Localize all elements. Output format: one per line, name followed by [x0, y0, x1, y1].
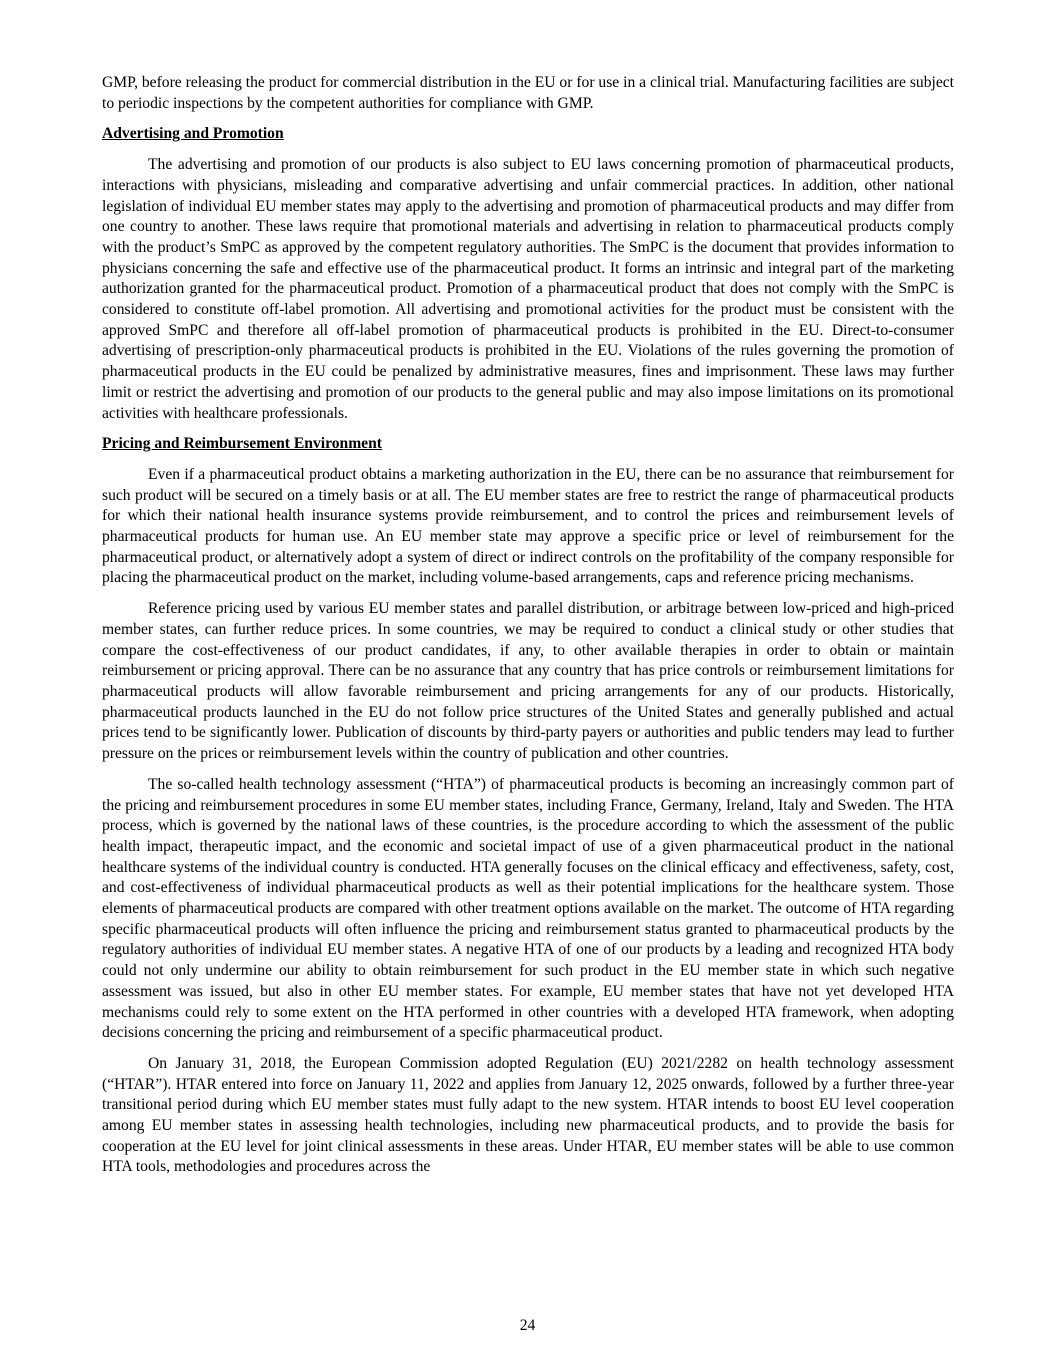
paragraph-htar: On January 31, 2018, the European Commission adopted Regulation (EU) 2021/2282 on health technology assessment (“HTAR”). HTAR entered into force on January 11, 2022 and applies from January 12, 2025 onwards, followed by a further three-year transitional period during which EU member states must fully adapt to the new system. HTAR intends to boost EU level cooperation among EU member states in assessing health technologies, including new pharmaceutical products, and to provide the basis for cooperation at the EU level for joint clinical assessments in these areas. Under HTAR, EU member states will be able to use common HTA tools, methodologies and procedures across the	[102, 1054, 954, 1176]
paragraph-hta: The so-called health technology assessment (“HTA”) of pharmaceutical products is becoming an increasingly common part of the pricing and reimbursement procedures in some EU member states, including France, Germany, Ireland, Italy and Sweden. The HTA process, which is governed by the national laws of these countries, is the procedure according to which the assessment of the public health impact, therapeutic impact, and the economic and societal impact of use of a given pharmaceutical product in the national healthcare systems of the individual country is conducted. HTA generally focuses on the clinical efficacy and effectiveness, safety, cost, and cost-effectiveness of individual pharmaceutical products as well as their potential implications for the healthcare system. Those elements of pharmaceutical products are compared with other treatment options available on the market. The outcome of HTA regarding specific pharmaceutical products will often influence the pricing and reimbursement status granted to pharmaceutical products by the regulatory authorities of individual EU member states. A negative HTA of one of our products by a leading and recognized HTA body could not only undermine our ability to obtain reimbursement for such product in the EU member state in which such negative assessment was issued, but also in other EU member states. For example, EU member states that have not yet developed HTA mechanisms could rely to some extent on the HTA performed in other countries with a developed HTA framework, when adopting decisions concerning the pricing and reimbursement of a specific pharmaceutical product.	[102, 775, 954, 1042]
paragraph-marketing-authorization: Even if a pharmaceutical product obtains a marketing authorization in the EU, there can be no assurance that reimbursement for such product will be secured on a timely basis or at all. The EU member states are free to restrict the range of pharmaceutical products for which their national health insurance systems provide reimbursement, and to control the prices and reimbursement levels of pharmaceutical products for human use. An EU member state may approve a specific price or level of reimbursement for the pharmaceutical product, or alternatively adopt a system of direct or indirect controls on the profitability of the company responsible for placing the pharmaceutical product on the market, including volume-based arrangements, caps and reference pricing mechanisms.	[102, 465, 954, 587]
paragraph-reference-pricing: Reference pricing used by various EU member states and parallel distribution, or arbitrage between low-priced and high-priced member states, can further reduce prices. In some countries, we may be required to conduct a clinical study or other studies that compare the cost-effectiveness of our product candidates, if any, to other available therapies in order to obtain or maintain reimbursement or pricing approval. There can be no assurance that any country that has price controls or reimbursement limitations for pharmaceutical products will allow favorable reimbursement and pricing arrangements for any of our products. Historically, pharmaceutical products launched in the EU do not follow price structures of the United States and generally published and actual prices tend to be significantly lower. Publication of discounts by third-party payers or authorities and public tenders may lead to further pressure on the prices or reimbursement levels within the country of publication and other countries.	[102, 600, 954, 763]
paragraph-gmp-continuation: GMP, before releasing the product for commercial distribution in the EU or for use in a clinical trial. Manufacturing facilities are subject to periodic inspections by the competent authorities for compliance with GMP.	[102, 74, 954, 112]
document-body	[102, 73, 954, 1188]
paragraph-advertising: The advertising and promotion of our products is also subject to EU laws concerning promotion of pharmaceutical products, interactions with physicians, misleading and comparative advertising and unfair commercial practices. In addition, other national legislation of individual EU member states may apply to the advertising and promotion of pharmaceutical products and may differ from one country to another. These laws require that promotional materials and advertising in relation to pharmaceutical products comply with the product’s SmPC as approved by the competent regulatory authorities. The SmPC is the document that provides information to physicians concerning the safe and effective use of the pharmaceutical product. It forms an intrinsic and integral part of the marketing authorization granted for the pharmaceutical product. Promotion of a pharmaceutical product that does not comply with the SmPC is considered to constitute off-label promotion. All advertising and promotional activities for the product must be consistent with the approved SmPC and therefore all off-label promotion of pharmaceutical products is prohibited in the EU. Direct-to-consumer advertising of prescription-only pharmaceutical products is prohibited in the EU. Violations of the rules governing the promotion of pharmaceutical products in the EU could be penalized by administrative measures, fines and imprisonment. These laws may further limit or restrict the advertising and promotion of our products to the general public and may also impose limitations on its promotional activities with healthcare professionals.	[102, 156, 954, 422]
page-number: 24	[519, 1317, 536, 1334]
section-heading-pricing: Pricing and Reimbursement Environment	[102, 435, 382, 453]
section-heading-advertising: Advertising and Promotion	[102, 125, 284, 143]
